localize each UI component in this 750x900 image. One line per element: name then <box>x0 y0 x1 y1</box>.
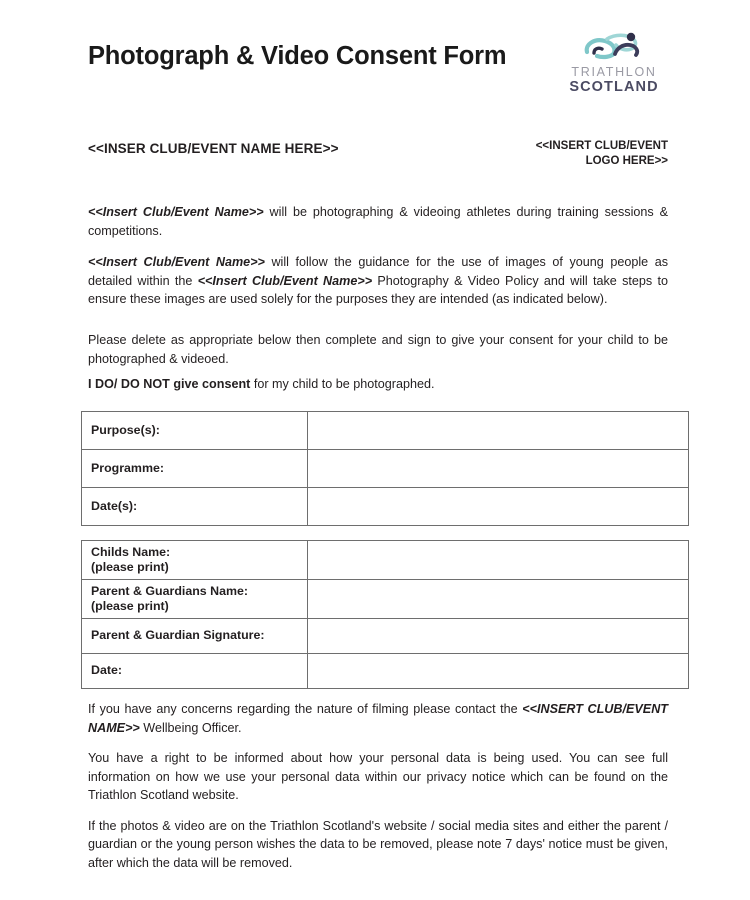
table-row <box>82 412 689 450</box>
consent-statement-line <box>88 375 668 394</box>
delete-instruction-text: Please delete as appropriate below then complete and sign to give your consent for your child to be photographed & videoed. <box>88 333 668 366</box>
document-header <box>88 38 690 110</box>
club-name-inline-3: <<Insert Club/Event Name>> <box>197 273 373 288</box>
dates-label: Date(s): <box>82 488 308 526</box>
table-row <box>82 654 689 689</box>
club-name-inline-2: <<Insert Club/Event Name>> <box>88 255 265 269</box>
intro-paragraph-2-text: Photography & Video Policy and will take steps to ensure these images are used solely for the purposes they are intended (as indicated below). <box>88 273 668 306</box>
logo-wordmark-triathlon: TRIATHLON <box>571 65 657 79</box>
purpose-value-field[interactable] <box>308 412 689 450</box>
consent-rest-text: for my child to be photographed. <box>250 377 435 391</box>
club-event-logo-placeholder <box>478 139 668 169</box>
table-row <box>82 580 689 619</box>
club-placeholder-band <box>88 139 668 179</box>
intro-paragraph-2 <box>88 253 668 309</box>
club-event-name-placeholder: <<INSER CLUB/EVENT NAME HERE>> <box>88 141 339 156</box>
removal-paragraph: If the photos & video are on the Triathlon Scotland's website / social media sites and either the parent / guardian or the young person wishes the data to be removed, please note 7 days' notice must be given, after which the data will be removed. <box>88 818 668 870</box>
triathlon-scotland-cyclist-mark <box>581 30 647 64</box>
intro-paragraph-2-mid: will follow the guidance for the use of images of young people as detailed within the <box>88 255 668 288</box>
intro-paragraph-1-text: will be photographing & videoing athletes during training sessions & competitions. <box>88 205 668 238</box>
table-row <box>82 488 689 526</box>
programme-value-field[interactable] <box>308 450 689 488</box>
dates-value-field[interactable] <box>308 488 689 526</box>
logo-wordmark-scotland: SCOTLAND <box>569 79 659 95</box>
childs-name-field[interactable] <box>308 541 689 580</box>
signature-date-field[interactable] <box>308 654 689 689</box>
delete-instruction <box>88 331 668 368</box>
club-name-inline-1: <<Insert Club/Event Name>> <box>88 205 264 219</box>
parent-guardians-name-field[interactable] <box>308 580 689 619</box>
parent-guardian-signature-label: Parent & Guardian Signature: <box>82 619 308 654</box>
parent-guardian-signature-field[interactable] <box>308 619 689 654</box>
concerns-post-text: Wellbeing Officer. <box>139 720 242 735</box>
purpose-label: Purpose(s): <box>82 412 308 450</box>
triathlon-scotland-logo <box>560 30 668 95</box>
intro-paragraph-1 <box>88 203 668 240</box>
parent-guardians-name-label-sub: (please print) <box>91 599 169 613</box>
childs-name-label-main: Childs Name: <box>91 544 171 559</box>
table-row <box>82 619 689 654</box>
signature-date-label: Date: <box>82 654 308 689</box>
consent-bold-text: I DO/ DO NOT give consent <box>88 377 251 391</box>
logo-placeholder-line2: LOGO HERE>> <box>585 155 668 167</box>
page-title: Photograph & Video Consent Form <box>88 42 507 70</box>
intro-paragraphs <box>88 203 668 309</box>
concerns-pre-text: If you have any concerns regarding the nature of filming please contact the <box>88 702 523 716</box>
consent-statement <box>88 375 668 394</box>
club-name-inline-4: <<INSERT CLUB/EVENT NAME>> <box>88 702 668 735</box>
table-row <box>82 541 689 580</box>
childs-name-label-sub: (please print) <box>91 560 169 574</box>
purpose-table <box>81 411 689 526</box>
signature-table <box>81 540 689 689</box>
parent-guardians-name-label-main: Parent & Guardians Name: <box>91 583 248 598</box>
childs-name-label <box>82 541 308 580</box>
footer-paragraphs <box>88 700 668 884</box>
logo-placeholder-line1: <<INSERT CLUB/EVENT <box>535 140 668 152</box>
parent-guardians-name-label <box>82 580 308 619</box>
table-row <box>82 450 689 488</box>
privacy-paragraph: You have a right to be informed about how your personal data is being used. You can see full information on how we use your personal data within our privacy notice which can be found on the Triathlon Scotland website. <box>88 751 668 802</box>
programme-label: Programme: <box>82 450 308 488</box>
concerns-paragraph <box>88 700 668 737</box>
